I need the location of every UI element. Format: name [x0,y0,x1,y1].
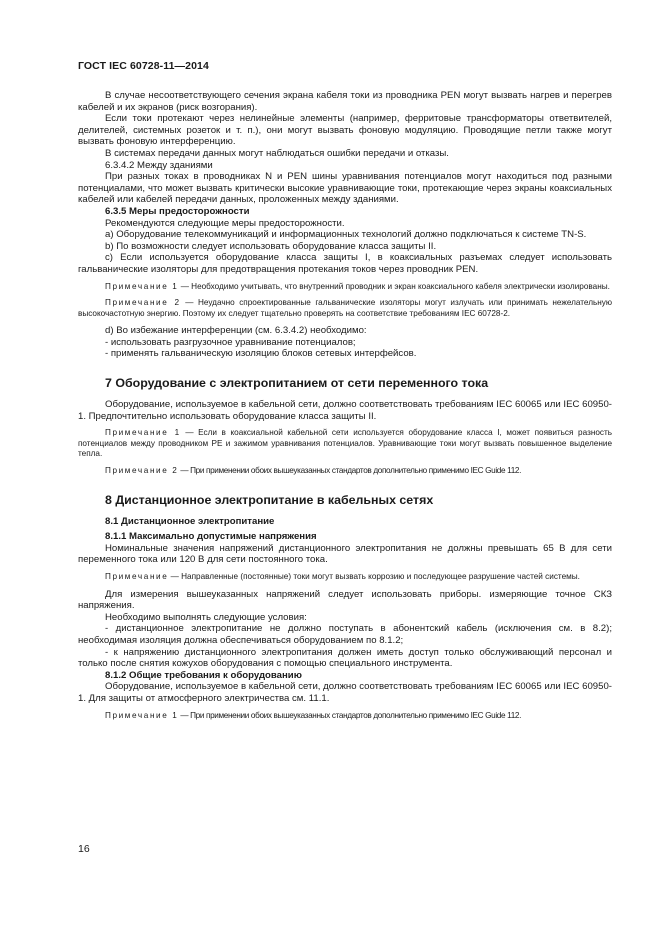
paragraph: В случае несоответствующего сечения экрана кабеля токи из проводника PEN могут вызвать нагрев и перегрев кабелей и их экранов (риск возгорания). [78,90,612,113]
list-item-c: c) Если используется оборудование класса защиты I, в коаксиальных разъемах следует использовать гальванические изоляторы для предотвращения протекания токов через проводник PEN. [78,252,612,275]
section-heading-8: 8 Дистанционное электропитание в кабельных сетях [105,492,434,507]
subsection-heading-811: 8.1.1 Максимально допустимые напряжения [105,531,317,543]
list-item-d: d) Во избежание интерференции (см. 6.3.4.2) необходимо: [105,325,367,337]
note-label: Примечание 1 [105,281,179,291]
note [78,711,612,722]
note-label: Примечание 2 [105,466,179,476]
section-heading-7: 7 Оборудование с электропитанием от сети переменного тока [105,376,489,391]
paragraph: Для измерения вышеуказанных напряжений следует использовать приборы. измеряющие точное СКЗ напряжения. [78,588,612,612]
note-text: — Неудачно спроектированные гальванические изоляторы могут излучать или принимать нежелательную высокочастотную энергию. Поэтому их следует тщательно проверять на соответствие требованиям IEC 60728-2. [78,298,613,318]
paragraph: Если токи протекают через нелинейные элементы (например, ферритовые трансформаторы ответвителей, делителей, системных розеток и т. п.), они могут вызвать фоновую модуляцию. Проводящие петли также могут вызвать фоновую интерференцию. [78,113,612,148]
note [78,428,612,460]
list-item-dash: - к напряжению дистанционного электропитания должен иметь доступ только обслуживающий персонал и только после снятия кожухов оборудования с помощью специального инструмента. [78,646,612,670]
note-text: — Необходимо учитывать, что внутренний проводник и экран коаксиального кабеля электрически изолированы. [178,281,610,291]
note-text: — При применении обоих вышеуказанных стандартов дополнительно применимо IEC Guide 112. [178,710,522,720]
note-label: Примечание 2 [105,298,181,308]
note-label: Примечание 1 [105,428,181,438]
note [78,282,612,293]
paragraph: Оборудование, используемое в кабельной сети, должно соответствовать требованиям IEC 60065 или IEC 60950-1. Предпочтительно использовать оборудование класса защиты II. [78,399,612,422]
paragraph: При разных токах в проводниках N и PEN шины уравнивания потенциалов могут находиться под разными потенциалами, что может вызвать критически высокие уравнивающие токи, протекающие через экраны коаксиальных кабелей или кабелей передачи данных, проложенных между зданиями. [78,171,612,206]
document-header: ГОСТ IEC 60728-11—2014 [78,60,209,72]
note [78,298,612,319]
subsection-heading-6342: 6.3.4.2 Между зданиями [105,159,213,171]
subsection-heading-635: 6.3.5 Меры предосторожности [105,205,250,217]
document-body [78,90,612,721]
paragraph: Необходимо выполнять следующие условия: [105,611,307,623]
list-item-dash: - дистанционное электропитание не должно поступать в абонентский кабель (исключения см. в 8.2); необходимая изоляция должна обеспечиваться оборудованием по 8.1.2; [78,623,612,646]
note [78,572,612,583]
note-text: — При применении обоих вышеуказанных стандартов дополнительно применимо IEC Guide 112. [178,466,522,476]
paragraph: Оборудование, используемое в кабельной сети, должно соответствовать требованиям IEC 60065 или IEC 60950-1. Для защиты от атмосферного электричества см. 11.1. [78,681,612,704]
list-item-a: а) Оборудование телекоммуникаций и информационных технологий должно подключаться к системе TN-S. [105,229,587,241]
note-label: Примечание [105,572,169,581]
note-text: — Если в коаксиальной кабельной сети используется оборудование класса I, может появиться разность потенциалов между проводником PE и зажимом уравнивания потенциалов. Уравнивающие токи могут вызвать повышенное выделение тепла. [78,428,613,459]
subsection-heading-812: 8.1.2 Общие требования к оборудованию [105,669,302,681]
page-number: 16 [78,843,90,855]
paragraph: В системах передачи данных могут наблюдаться ошибки передачи и отказы. [105,147,449,159]
list-item-dash: - использовать разгрузочное уравнивание потенциалов; [105,336,356,348]
list-item-dash: - применять гальваническую изоляцию блоков сетевых интерфейсов. [105,348,417,360]
paragraph: Номинальные значения напряжений дистанционного электропитания не должны превышать 65 В для сети переменного тока или 120 В для сети постоянного тока. [78,542,612,566]
note [78,466,612,477]
note-label: Примечание 1 [105,710,179,720]
list-item-b: b) По возможности следует использовать оборудование класса защиты II. [105,240,437,252]
paragraph: Рекомендуются следующие меры предосторожности. [105,217,345,229]
note-text: — Направленные (постоянные) токи могут вызвать коррозию и последующее разрушение частей системы. [168,572,580,581]
subsection-heading-81: 8.1 Дистанционное электропитание [105,515,275,527]
